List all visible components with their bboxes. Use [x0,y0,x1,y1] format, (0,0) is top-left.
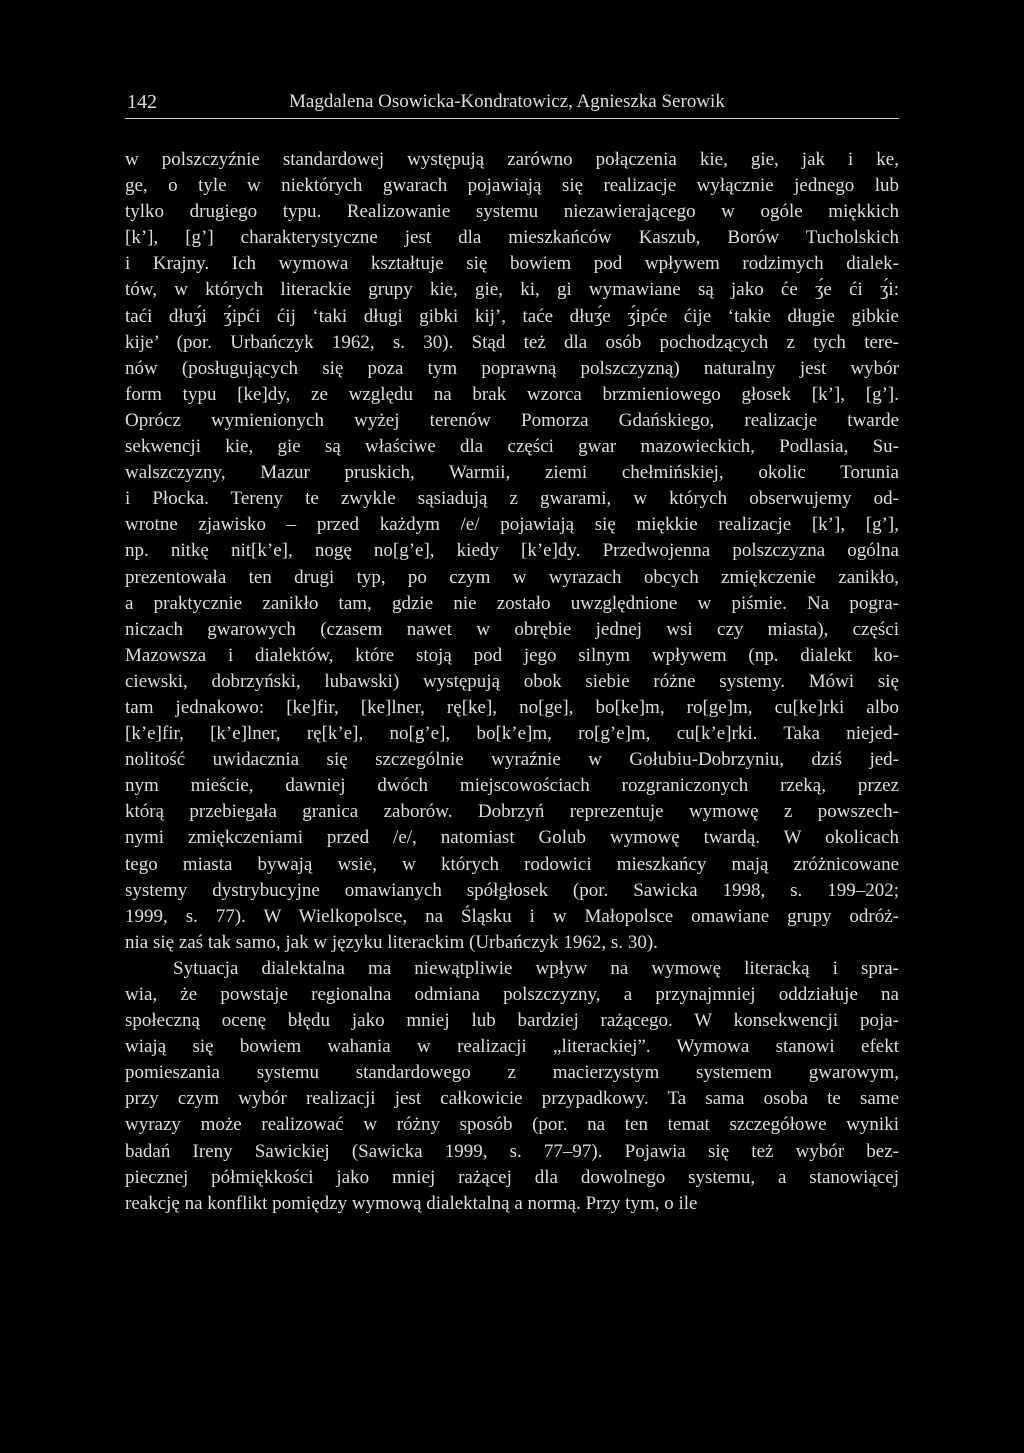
text-line: niczach gwarowych (czasem nawet w obrębie jednej wsi czy miasta), części [125,618,899,640]
text-line: tów, w których literackie grupy kie, gie, ki, gi wymawiane są jako će ʒ́e ći ʒ́i: [125,279,899,301]
text-line: form typu [ke]dy, ze względu na brak wzorca brzmieniowego głosek [k’], [g’]. [125,383,899,405]
text-line: i Krajny. Ich wymowa kształtuje się bowiem pod wpływem rodzimych dialek- [125,253,899,275]
text-line: prezentowała ten drugi typ, po czym w wyrazach obcych zmiękczenie zanikło, [125,566,899,588]
text-line: kije’ (por. Urbańczyk 1962, s. 30). Stąd też dla osób pochodzących z tych tere- [125,331,899,353]
text-line: sekwencji kie, gie są właściwe dla części gwar mazowieckich, Podlasia, Su- [125,436,899,458]
text-line: tam jednakowo: [ke]fir, [ke]lner, rę[ke], no[ge], bo[ke]m, ro[ge]m, cu[ke]rki albo [125,696,899,718]
text-line: wyrazy może realizować w różny sposób (por. na ten temat szczegółowe wyniki [125,1114,899,1136]
text-line: i Płocka. Tereny te zwykle sąsiadują z gwarami, w których obserwujemy od- [125,488,899,510]
text-line: Mazowsza i dialektów, które stoją pod jego silnym wpływem (np. dialekt ko- [125,644,899,666]
body-text [125,147,899,1217]
text-line: [k’e]fir, [k’e]lner, rę[k’e], no[g’e], bo[k’e]m, ro[g’e]m, cu[k’e]rki. Taka niejed- [125,723,899,745]
text-line: wiają się bowiem wahania w realizacji „literackiej”. Wymowa stanowi efekt [125,1036,899,1058]
text-line: badań Ireny Sawickiej (Sawicka 1999, s. 77–97). Pojawia się też wybór bez- [125,1140,899,1162]
text-line: tylko drugiego typu. Realizowanie systemu niezawierającego w ogóle miękkich [125,201,899,223]
text-line: nolitość uwidacznia się szczególnie wyraźnie w Gołubiu-Dobrzyniu, dziś jed- [125,749,899,771]
text-line: ciewski, dobrzyński, lubawski) występują obok siebie różne systemy. Mówi się [125,670,899,692]
text-line: pomieszania systemu standardowego z macierzystym systemem gwarowym, [125,1062,899,1084]
text-line: Sytuacja dialektalna ma niewątpliwie wpływ na wymowę literacką i spra- [173,957,899,979]
text-line: społeczną ocenę błędu jako mniej lub bardziej rażącego. W konsekwencji poja- [125,1010,899,1032]
text-line: systemy dystrybucyjne omawianych spółgłosek (por. Sawicka 1998, s. 199–202; [125,879,899,901]
text-line: nymi zmiękczeniami przed /e/, natomiast Golub wymowę twardą. W okolicach [125,827,899,849]
header-rule [125,118,899,119]
paragraph [125,956,899,1217]
text-line: którą przebiegała granica zaborów. Dobrzyń reprezentuje wymowę z powszech- [125,801,899,823]
text-line: taći dłuʒ́i ʒ́ipći ćij ‘taki długi gibki kij’, taće dłuʒ́e ʒ́ipće ćije ‘takie długie gibkie [125,305,899,327]
text-line: ge, o tyle w niektórych gwarach pojawiają się realizacje wyłącznie jednego lub [125,175,899,197]
paragraph [125,147,899,956]
text-line: wia, że powstaje regionalna odmiana polszczyzny, a przynajmniej oddziałuje na [125,984,899,1005]
text-line: np. nitkę nit[k’e], nogę no[g’e], kiedy [k’e]dy. Przedwojenna polszczyzna ogólna [125,540,899,562]
text-line: Oprócz wymienionych wyżej terenów Pomorza Gdańskiego, realizacje twarde [125,409,899,431]
running-head: Magdalena Osowicka-Kondratowicz, Agnieszka Serowik [289,91,725,112]
text-line: a praktycznie zanikło tam, gdzie nie zostało uwzględnione w piśmie. Na pogra- [125,592,899,614]
text-line: reakcję na konflikt pomiędzy wymową dialektalną a normą. Przy tym, o ile [125,1192,698,1214]
page-number: 142 [127,91,157,113]
text-line: przy czym wybór realizacji jest całkowicie przypadkowy. Ta sama osoba te same [125,1088,899,1110]
text-line: walszczyzny, Mazur pruskich, Warmii, ziemi chełmińskiej, okolic Torunia [125,462,899,484]
text-line: 1999, s. 77). W Wielkopolsce, na Śląsku i w Małopolsce omawiane grupy odróż- [125,905,899,927]
text-line: nów (posługujących się poza tym poprawną polszczyzną) naturalny jest wybór [125,357,899,379]
text-line: w polszczyźnie standardowej występują zarówno połączenia kie, gie, jak i ke, [125,149,899,170]
text-line: piecznej półmiękkości jako mniej rażącej dla dowolnego systemu, a stanowiącej [125,1166,899,1188]
text-line: [k’], [g’] charakterystyczne jest dla mieszkańców Kaszub, Borów Tucholskich [125,227,899,249]
text-line: nia się zaś tak samo, jak w języku literackim (Urbańczyk 1962, s. 30). [125,931,658,953]
text-line: wrotne zjawisko – przed każdym /e/ pojawiają się miękkie realizacje [k’], [g’], [125,514,899,536]
text-line: nym mieście, dawniej dwóch miejscowościach rozgraniczonych rzeką, przez [125,775,899,797]
text-line: tego miasta bywają wsie, w których rodowici mieszkańcy mają zróżnicowane [125,853,899,875]
